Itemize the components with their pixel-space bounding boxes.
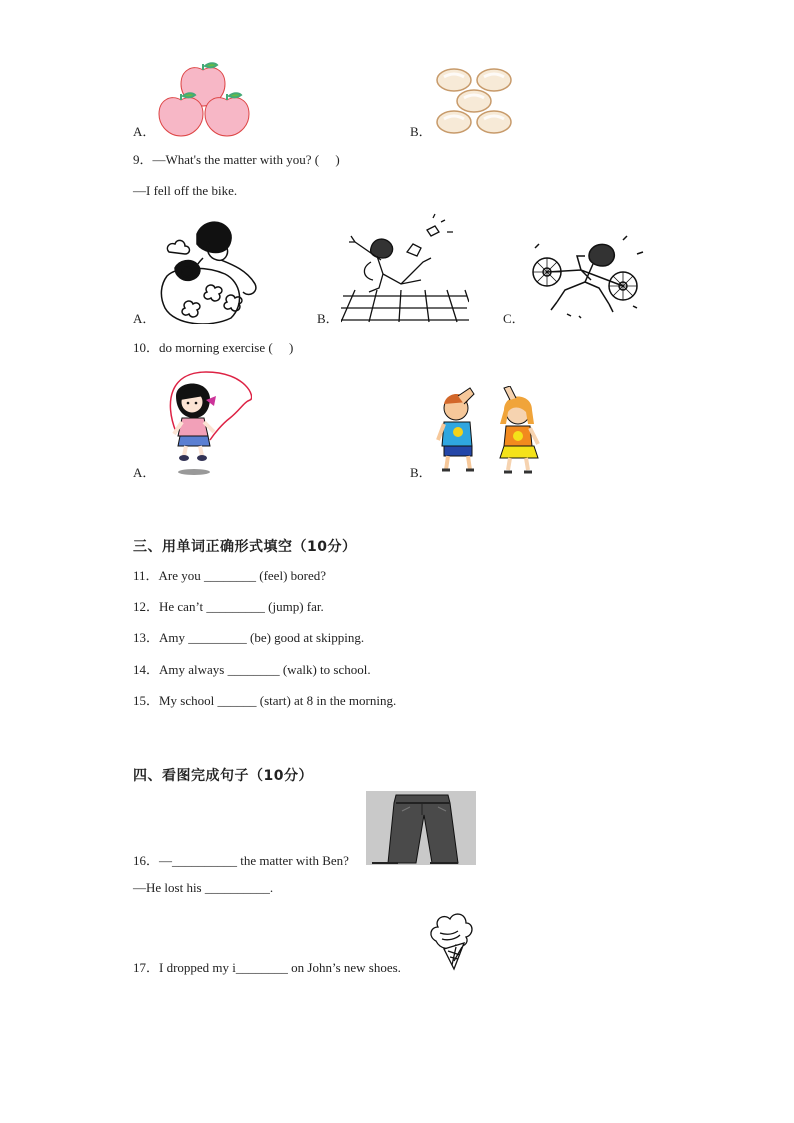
q10-option-a-label: A． [133,465,156,480]
ice-cream-image [428,911,474,971]
q8-option-b-label: B． [410,124,432,139]
q10-option-b-label: B． [410,465,432,480]
q9-option-b-label: B． [317,311,339,326]
boy-fell-off-bike-image [527,234,647,320]
section-3-heading: 三、用单词正确形式填空（10分） [133,539,357,555]
girl-skipping-rope-image [160,370,252,478]
question-14: 14．Amy always ________ (walk) to school. [133,662,371,677]
q8-option-a-label: A． [133,124,156,139]
question-11: 11．Are you ________ (feel) bored? [133,568,327,583]
q9-question: 9．—What's the matter with you? ( ) [133,152,340,167]
question-12: 12．He can’t _________ (jump) far. [133,599,324,614]
q9-answer: —I fell off the bike. [133,183,238,198]
question-16-line-1: 16．—__________ the matter with Ben? [133,853,349,868]
mother-caring-sick-child-image [157,212,267,324]
boy-slipping-image [341,212,469,324]
question-15: 15．My school ______ (start) at 8 in the morning. [133,693,397,708]
question-16-line-2: —He lost his __________. [133,880,274,895]
q10-question: 10．do morning exercise ( ) [133,340,294,355]
question-13: 13．Amy _________ (be) good at skipping. [133,630,365,645]
q9-option-a-label: A． [133,311,156,326]
question-17: 17．I dropped my i________ on John’s new shoes. [133,960,401,975]
dumplings-image [434,67,516,137]
section-4-heading: 四、看图完成句子（10分） [133,768,313,784]
kids-exercising-image [434,386,548,476]
apples-image [157,62,253,138]
q9-option-c-label: C． [503,311,525,326]
trousers-image [366,791,476,865]
